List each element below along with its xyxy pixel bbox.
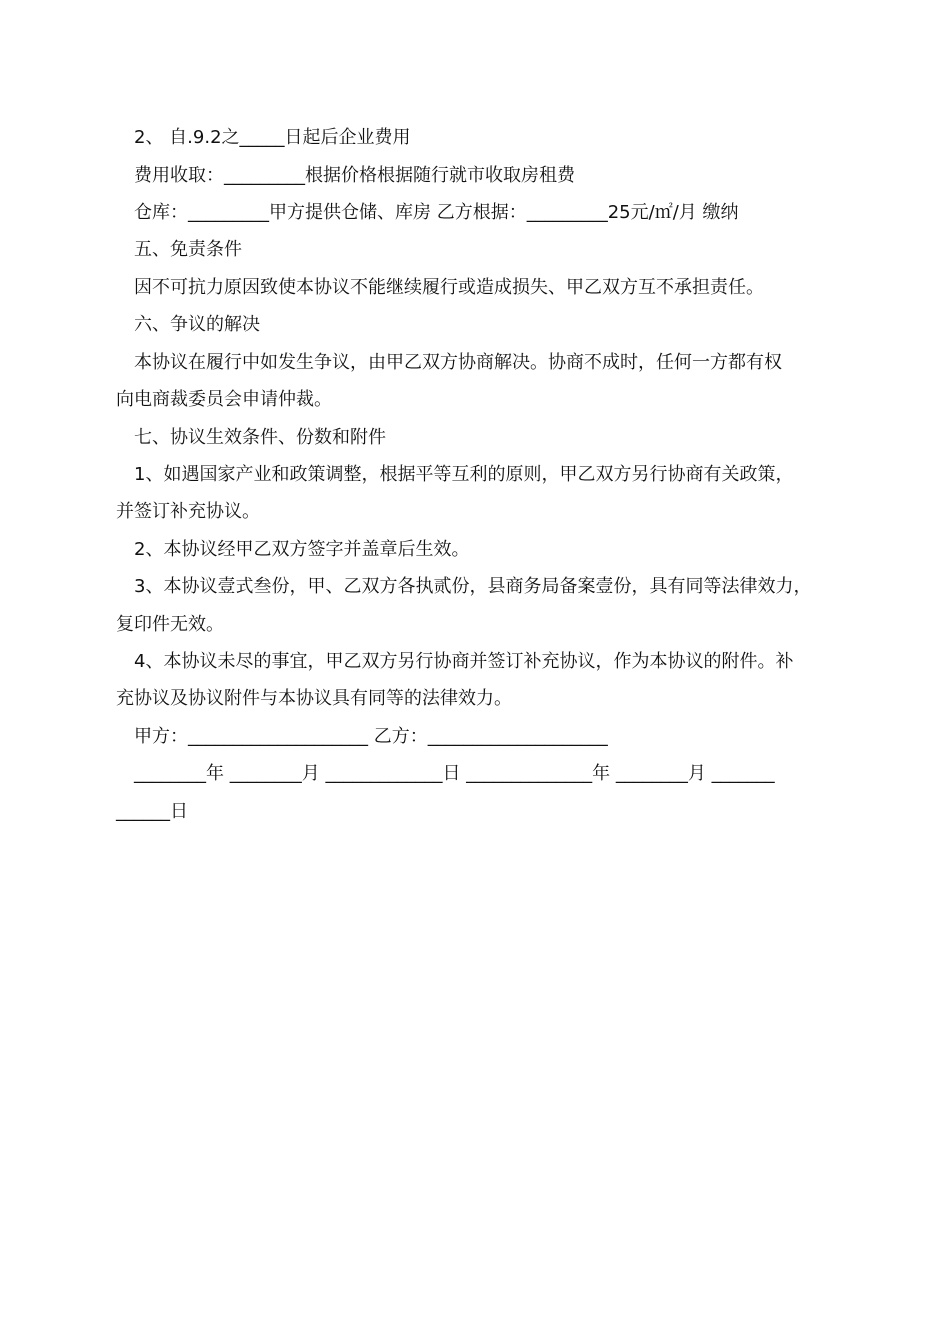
signature-line-parties: 甲方：____________________ 乙方：____________________ xyxy=(134,726,608,747)
text-line-fee-start-date: 2、 自.9.2之_____日起后企业费用 xyxy=(134,127,411,148)
text-line-fee-collection: 费用收取：_________根据价格根据随行就市收取房租费 xyxy=(134,165,575,186)
text-line-force-majeure: 因不可抗力原因致使本协议不能继续履行或造成损失、甲乙双方互不承担责任。 xyxy=(134,277,764,298)
text-line-clause-4a: 4、本协议未尽的事宜，甲乙双方另行协商并签订补充协议，作为本协议的附件。补 xyxy=(134,651,794,672)
text-line-clause-3b: 复印件无效。 xyxy=(116,614,224,635)
text-line-clause-3a: 3、本协议壹式叁份，甲、乙双方各执贰份，县商务局备案壹份，具有同等法律效力， xyxy=(134,576,812,597)
signature-line-date-end: ______日 xyxy=(116,801,188,822)
section-heading-dispute: 六、争议的解决 xyxy=(134,314,260,335)
section-heading-exemption: 五、免责条件 xyxy=(134,239,242,260)
text-line-dispute-2: 向电商裁委员会申请仲裁。 xyxy=(116,389,332,410)
text-line-dispute-1: 本协议在履行中如发生争议，由甲乙双方协商解决。协商不成时，任何一方都有权 xyxy=(134,352,782,373)
text-line-clause-4b: 充协议及协议附件与本协议具有同等的法律效力。 xyxy=(116,688,512,709)
text-line-warehouse: 仓库：_________甲方提供仓储、库房 乙方根据：_________25元/㎡/月 缴纳 xyxy=(134,202,739,223)
text-line-clause-1b: 并签订补充协议。 xyxy=(116,501,260,522)
signature-line-dates: ________年 ________月 _____________日 ______________年 ________月 _______ xyxy=(134,763,775,784)
section-heading-effect: 七、协议生效条件、份数和附件 xyxy=(134,427,386,448)
text-line-clause-2: 2、本协议经甲乙双方签字并盖章后生效。 xyxy=(134,539,470,560)
text-line-clause-1a: 1、如遇国家产业和政策调整，根据平等互利的原则，甲乙双方另行协商有关政策， xyxy=(134,464,794,485)
